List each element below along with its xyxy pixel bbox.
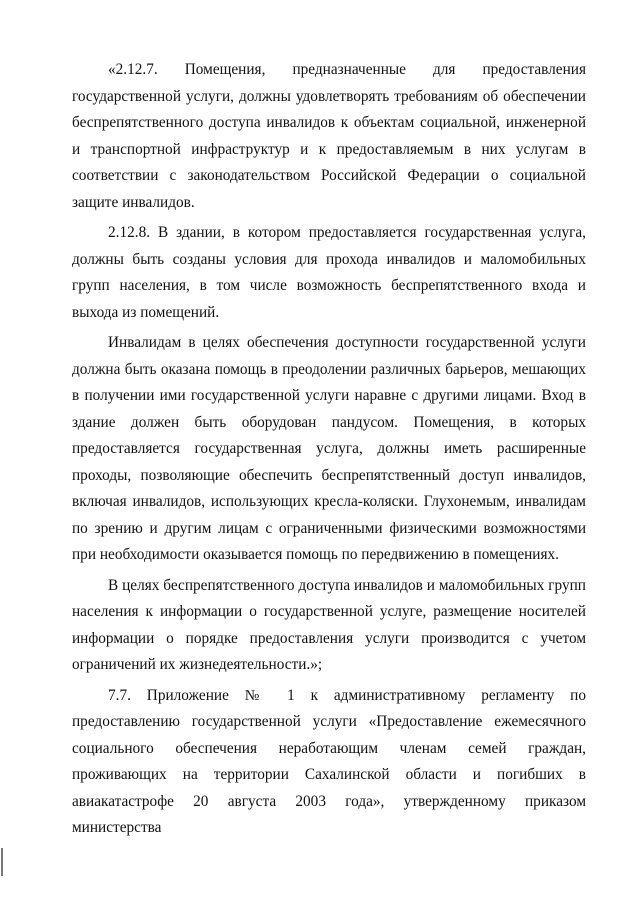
document-body xyxy=(72,57,586,846)
paragraph-accessibility-assistance: Инвалидам в целях обеспечения доступности государственной услуги должна быть оказана помощь в преодолении различных барьеров, мешающих в получении ими государственной услуги наравне с другими лицами. Вход в здание должен быть оборудован пандусом. Помещения, в которых предоставляется государственная услуга, должны иметь расширенные проходы, позволяющие обеспечить беспрепятственный доступ инвалидов, включая инвалидов, использующих кресла-коляски. Глухонемым, инвалидам по зрению и другим лицам с ограниченными физическими возможностями при необходимости оказывается помощь по передвижению в помещениях. xyxy=(72,334,586,563)
paragraph-2-12-7: «2.12.7. Помещения, предназначенные для предоставления государственной услуги, должны удовлетворять требованиям об обеспечении беспрепятственного доступа инвалидов к объектам социальной, инженерной и транспортной инфраструктур и к предоставляемым в них услугам в соответствии с законодательством Российской Федерации о социальной защите инвалидов. xyxy=(72,61,586,211)
scan-edge-mark xyxy=(1,848,3,876)
paragraph-2-12-8: 2.12.8. В здании, в котором предоставляется государственная услуга, должны быть созданы условия для прохода инвалидов и маломобильных групп населения, в том числе возможность беспрепятственного входа и выхода из помещений. xyxy=(72,224,586,321)
paragraph-information-access: В целях беспрепятственного доступа инвалидов и маломобильных групп населения к информации о государственной услуге, размещение носителей информации о порядке предоставления услуги производится с учетом ограничений их жизнедеятельности.»; xyxy=(72,576,586,673)
paragraph-7-7: 7.7. Приложение № 1 к административному регламенту по предоставлению государственной услуги «Предоставление ежемесячного социального обеспечения неработающим членам семей граждан, проживающих на территории Сахалинской области и погибших в авиакатастрофе 20 августа 2003 года», утвержденному приказом министерства xyxy=(72,686,586,836)
